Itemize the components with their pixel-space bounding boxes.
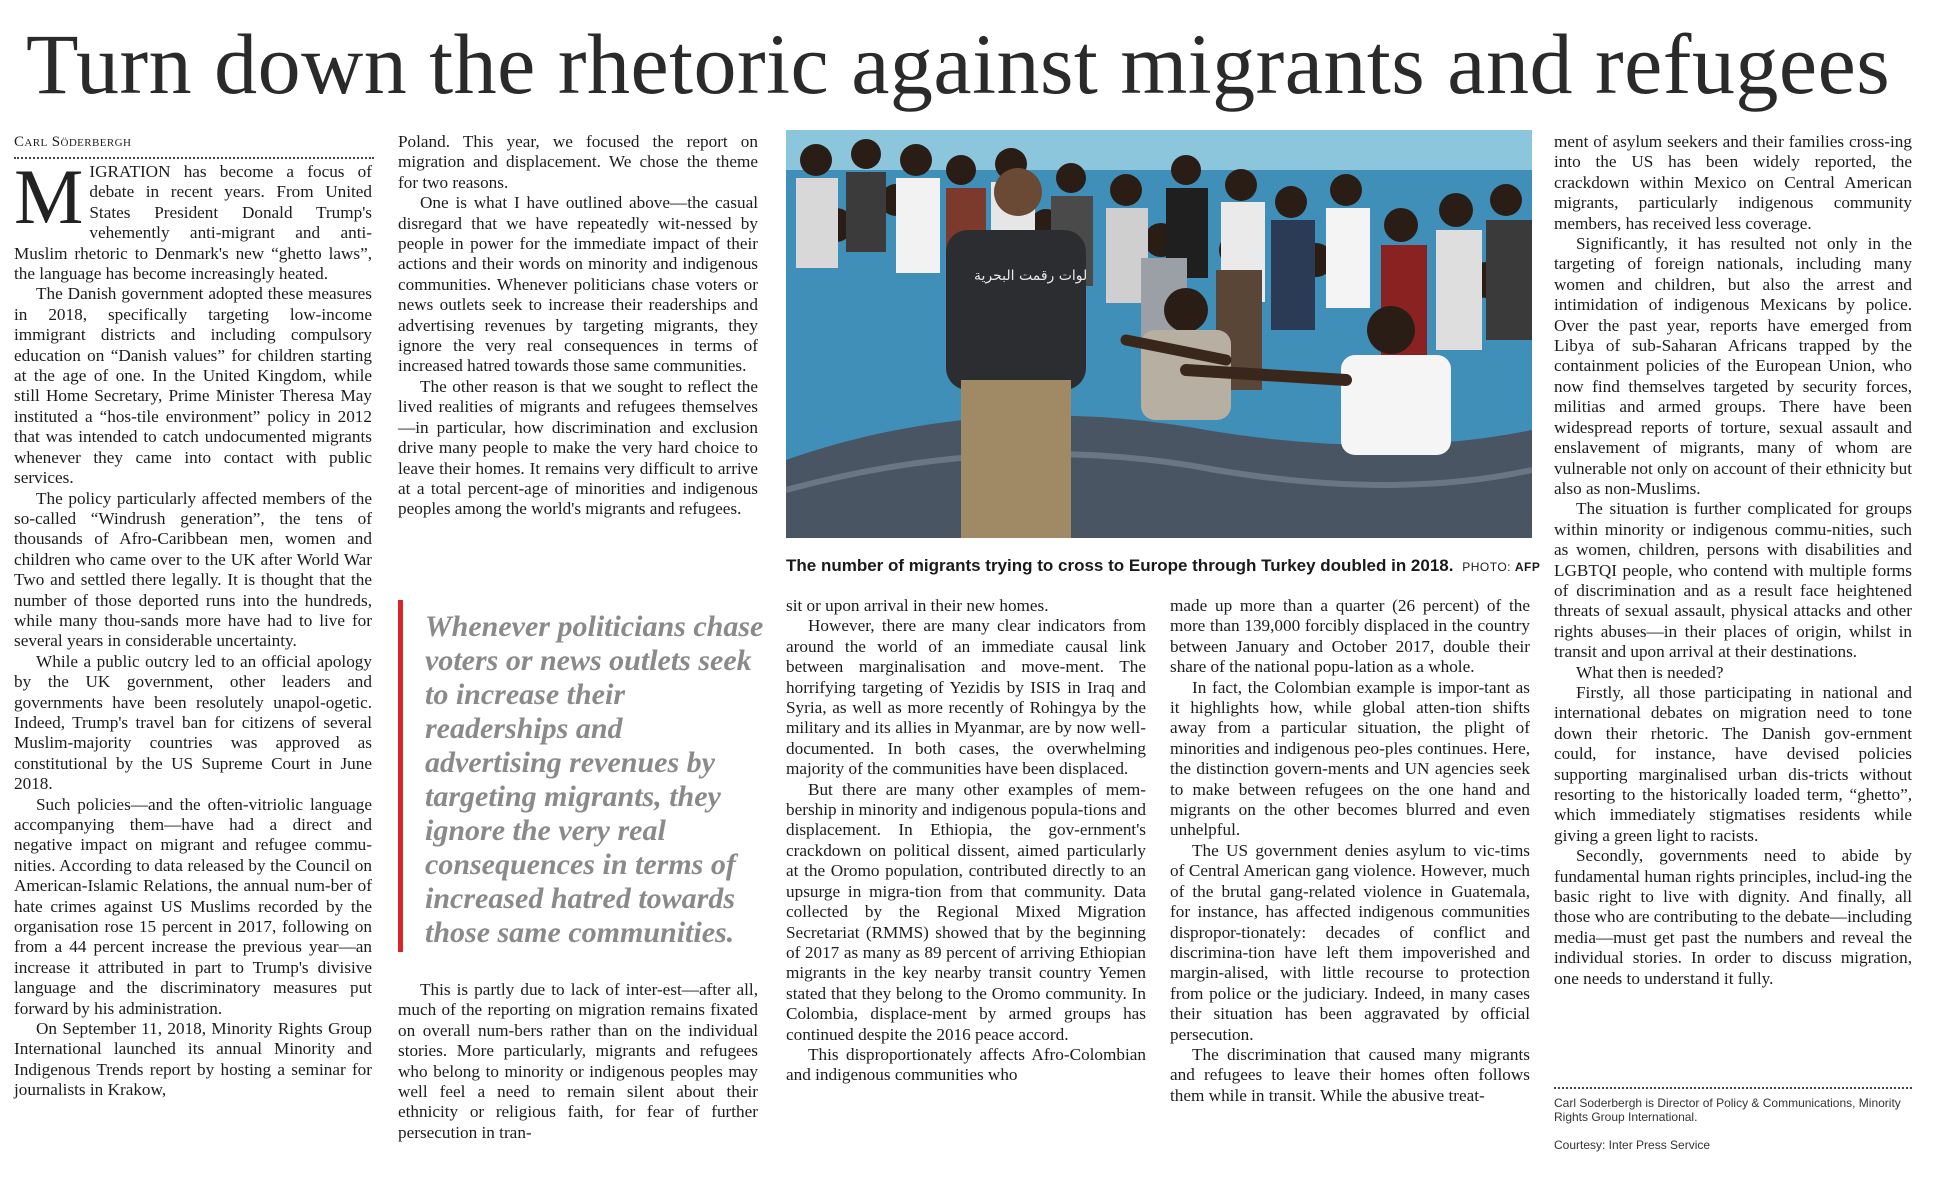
paragraph: While a public outcry led to an official apology by the UK government, other leaders and governments have been resolutely unapol-ogetic. Indeed, Trump's travel ban for citizens of several Muslim-majority countries was approved as constitutional by the US Supreme Court in June 2018.: [14, 651, 372, 794]
paragraph: The discrimination that caused many migrants and refugees to leave their homes often follows them while in transit. While the abusive treat-: [1170, 1044, 1530, 1105]
paragraph: ment of asylum seekers and their families cross-ing into the US has been widely reported, the crackdown within Mexico on Central American migrants, particularly indigenous community members, has received less coverage.: [1554, 132, 1912, 233]
article-column-2-top: [398, 132, 758, 520]
drop-cap: M: [14, 153, 84, 240]
headline: Turn down the rhetoric against migrants and refugees: [26, 16, 1891, 112]
paragraph: Firstly, all those participating in national and international debates on migration need to tone down their rhetoric. The Danish gov-ernment could, for instance, have devised policies supporting marginalised urban dis-tricts without resorting to the historically loaded term, “ghetto”, which immediately stigmatises residents while giving a green light to racists.: [1554, 682, 1912, 845]
byline: Carl Söderbergh: [14, 134, 374, 159]
photo-caption: [786, 556, 1546, 576]
divider: [1554, 1087, 1912, 1089]
news-photo: [786, 130, 1532, 538]
article-column-5: [1554, 132, 1912, 989]
paragraph: But there are many other examples of mem-bership in minority and indigenous popula-tions and displacement. In Ethiopia, the gov-ernment's crackdown on political dissent, aimed particularly at the Oromo population, contributed directly to an upsurge in migra-tion from that community. Data collected by the Regional Mixed Migration Secretariat (RMMS) showed that by the beginning of 2017 as many as 89 percent of arriving Ethiopian migrants in the key nearby transit country Yemen stated that they belong to the Oromo community. In Colombia, displace-ment by armed groups has continued despite the 2016 peace accord.: [786, 779, 1146, 1044]
article-column-2-bottom: [398, 980, 758, 1143]
paragraph: Such policies—and the often-vitriolic language accompanying them—have had a direct and negative impact on migrant and refugee commu-nities. According to data released by the Council on American-Islamic Relations, the annual num-ber of hate crimes against US Muslims recorded by the organisation rose 15 percent in 2017, following on from a 44 percent increase the previous year—an increase it attributed in part to Trump's divisive language and the discriminatory measures put forward by his administration.: [14, 794, 372, 1018]
pull-quote: [398, 600, 763, 952]
paragraph: The Danish government adopted these measures in 2018, specifically targeting low-income immigrant districts and including compulsory education on “Danish values” for children starting at the age of one. In the United Kingdom, while still Home Secretary, Prime Minister Theresa May instituted a “hos-tile environment” policy in 2012 that was intended to catch undocumented migrants whenever they came into contact with public services.: [14, 284, 372, 488]
article-column-3: [786, 596, 1146, 1086]
paragraph: In fact, the Colombian example is impor-tant as it highlights how, while global atten-tion shifts away from a particular situation, the plight of minorities and indigenous peo-ples continues. Here, the distinction govern-ments and UN agencies seek to make between refugees on the one hand and migrants on the other becomes blurred and even unhelpful.: [1170, 677, 1530, 840]
paragraph: However, there are many clear indicators from around the world of an immediate causal link between marginalisation and move-ment. The horrifying targeting of Yezidis by ISIS in Iraq and Syria, as well as more recently of Rohingya by the military and its allies in Myanmar, are by now well-documented. In both cases, the overwhelming majority of the communities have been displaced.: [786, 616, 1146, 779]
paragraph: This is partly due to lack of inter-est—after all, much of the reporting on migration remains fixated on overall num-bers rather than on the individual stories. More particularly, migrants and refugees who belong to minority or indigenous peoples may well feel a need to remain silent about their ethnicity or religious faith, for fear of further persecution in tran-: [398, 980, 758, 1142]
pull-quote-text: Whenever politicians chase voters or news outlets seek to increase their readerships and advertising revenues by targeting migrants, they ignore the very real consequences in terms of increased hatred towards those same communities.: [425, 610, 764, 949]
article-column-4: [1170, 596, 1530, 1106]
courtesy-line: Courtesy: Inter Press Service: [1554, 1138, 1711, 1152]
paragraph: Poland. This year, we focused the report on migration and displacement. We chose the theme for two reasons.: [398, 132, 758, 192]
vest-lettering: لوات رقمت البحرية: [974, 268, 1088, 284]
article-column-1: [14, 153, 372, 1101]
paragraph: Secondly, governments need to abide by fundamental human rights principles, includ-ing the basic right to live with dignity. And finally, all those who are contributing to the debate—including media—must get past the numbers and reveal the individual stories. In order to discuss migration, one needs to understand it fully.: [1554, 846, 1912, 988]
author-bio: Carl Soderbergh is Director of Policy & Communications, Minority Rights Group International.: [1554, 1096, 1901, 1124]
caption-text: The number of migrants trying to cross to Europe through Turkey doubled in 2018.: [786, 556, 1454, 575]
migrants-boat-illustration: [786, 130, 1532, 538]
paragraph: The policy particularly affected members of the so-called “Windrush generation”, the tens of thousands of Afro-Caribbean men, women and children who came over to the UK after World War Two and settled there legally. It is thought that the number of those deported runs into the hundreds, while many thou-sands more have had to live for several years in considerable uncertainty.: [14, 488, 372, 651]
paragraph: made up more than a quarter (26 percent) of the more than 139,000 forcibly displaced in the country between January and October 2017, double their share of the national popu-lation as a whole.: [1170, 596, 1530, 677]
paragraph: Significantly, it has resulted not only in the targeting of foreign nationals, including many women and children, but also the arrest and intimidation of indigenous Mexicans by police. Over the past year, reports have emerged from Libya of sub-Saharan Africans trapped by the containment policies of the European Union, who now find themselves targeted by security forces, militias and armed groups. There have been widespread reports of torture, sexual assault and enslavement of migrants, many of whom are vulnerable not only on account of their ethnicity but also as non-Muslims.: [1554, 234, 1912, 498]
paragraph: The US government denies asylum to vic-tims of Central American gang violence. However, much of the brutal gang-related violence in Guatemala, for instance, has affected indigenous communities dispropor-tionately: decades of conflict and discrimina-tion have left them impoverished and margin-alised, with little recourse to protection from police or the judiciary. Indeed, in many cases their situation has been aggravated by official persecution.: [1170, 840, 1530, 1044]
lead-paragraph: MIGRATION has become a focus of debate in recent years. From United States President Donald Trump's vehemently anti-migrant and anti-Muslim rhetoric to Denmark's new “ghetto laws”, the language has become increasingly heated.: [14, 153, 372, 284]
paragraph: sit or upon arrival in their new homes.: [786, 596, 1049, 615]
paragraph: The other reason is that we sought to reflect the lived realities of migrants and refugees themselves—in particular, how discrimination and exclusion drive many people to make the very hard choice to leave their homes. It remains very difficult to arrive at a total percent-age of minorities and indigenous peoples among the world's migrants and refugees.: [398, 376, 758, 519]
paragraph: On September 11, 2018, Minority Rights Group International launched its annual Minority and Indigenous Trends report by hosting a seminar for journalists in Krakow,: [14, 1019, 372, 1100]
paragraph: This disproportionately affects Afro-Colombian and indigenous communities who: [786, 1044, 1146, 1085]
paragraph: One is what I have outlined above—the casual disregard that we have repeatedly wit-nessed by people in power for the immediate impact of their actions and their words on minority and indigenous communities. Whenever politicians chase voters or news outlets seek to increase their readerships and advertising revenues by targeting migrants, they ignore the very real consequences in terms of increased hatred towards those same communities.: [398, 193, 758, 376]
paragraph: The situation is further complicated for groups within minority or indigenous commu-nities, such as women, children, persons with disabilities and LGBTQI people, who contend with multiple forms of discrimination and as a result face heightened threats of sexual assault, physical attacks and other rights abuses—in their places of origin, whilst in transit and upon arrival at their destinations.: [1554, 499, 1912, 662]
paragraph: What then is needed?: [1576, 662, 1724, 682]
photo-credit: PHOTO: AFP: [1462, 560, 1541, 574]
